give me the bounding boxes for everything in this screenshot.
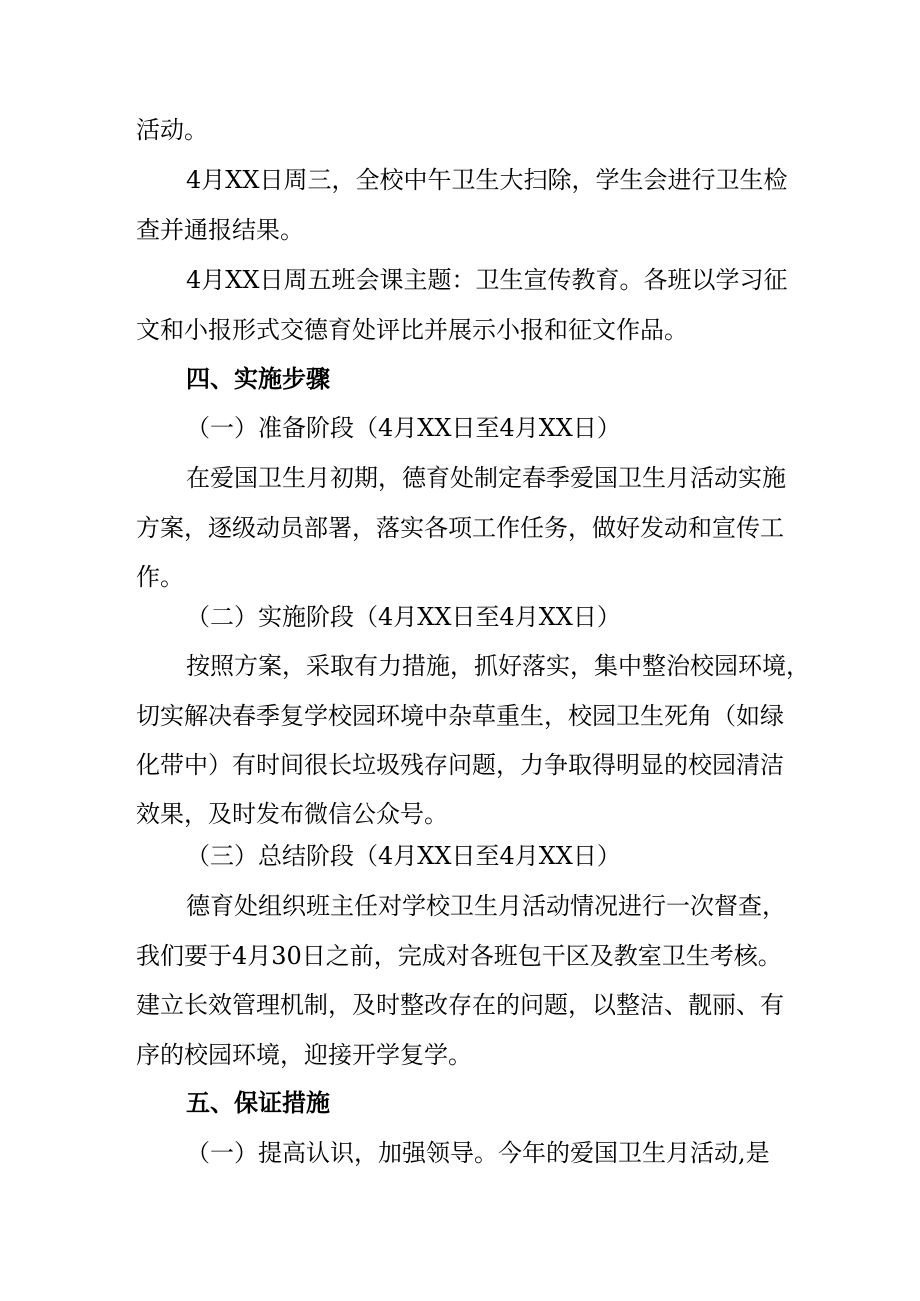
paragraph-line: 建立长效管理机制，及时整改存在的问题，以整洁、靓丽、有 [136,991,784,1019]
subsection-heading: （二）实施阶段（4月XX日至4月XX日） [186,603,621,631]
paragraph-line: 按照方案，采取有力措施，抓好落实，集中整治校园环境， [186,652,810,680]
paragraph-line: 切实解决春季复学校园环境中杂草重生，校园卫生死角（如绿 [136,702,784,730]
paragraph-line: 效果，及时发布微信公众号。 [136,800,448,828]
subsection-heading: （三）总结阶段（4月XX日至4月XX日） [186,842,621,870]
paragraph-line: 4月XX日周五班会课主题：卫生宣传教育。各班以学习征 [186,266,788,294]
paragraph-line: 4月XX日周三，全校中午卫生大扫除，学生会进行卫生检 [186,166,788,194]
paragraph-line: 化带中）有时间很长垃圾残存问题，力争取得明显的校园清洁 [136,751,784,779]
paragraph-line: 在爱国卫生月初期，德育处制定春季爱国卫生月活动实施 [186,464,786,492]
paragraph-line: 查并通报结果。 [136,216,304,244]
section-heading: 五、保证措施 [186,1088,330,1117]
paragraph-line: 方案，逐级动员部署，落实各项工作任务，做好发动和宣传工 [136,514,784,542]
paragraph-line: 文和小报形式交德育处评比并展示小报和征文作品。 [136,316,688,344]
paragraph-line: 我们要于4月30日之前，完成对各班包干区及教室卫生考核。 [136,942,782,970]
section-heading: 四、实施步骤 [186,364,330,393]
paragraph-line: 作。 [136,563,184,591]
paragraph-line: （一）提高认识，加强领导。今年的爱国卫生月活动,是 [186,1139,770,1167]
subsection-heading: （一）准备阶段（4月XX日至4月XX日） [186,414,621,442]
paragraph-line: 德育处组织班主任对学校卫生月活动情况进行一次督查， [186,892,786,920]
paragraph-line: 活动。 [136,116,208,144]
paragraph-line: 序的校园环境，迎接开学复学。 [136,1041,472,1069]
